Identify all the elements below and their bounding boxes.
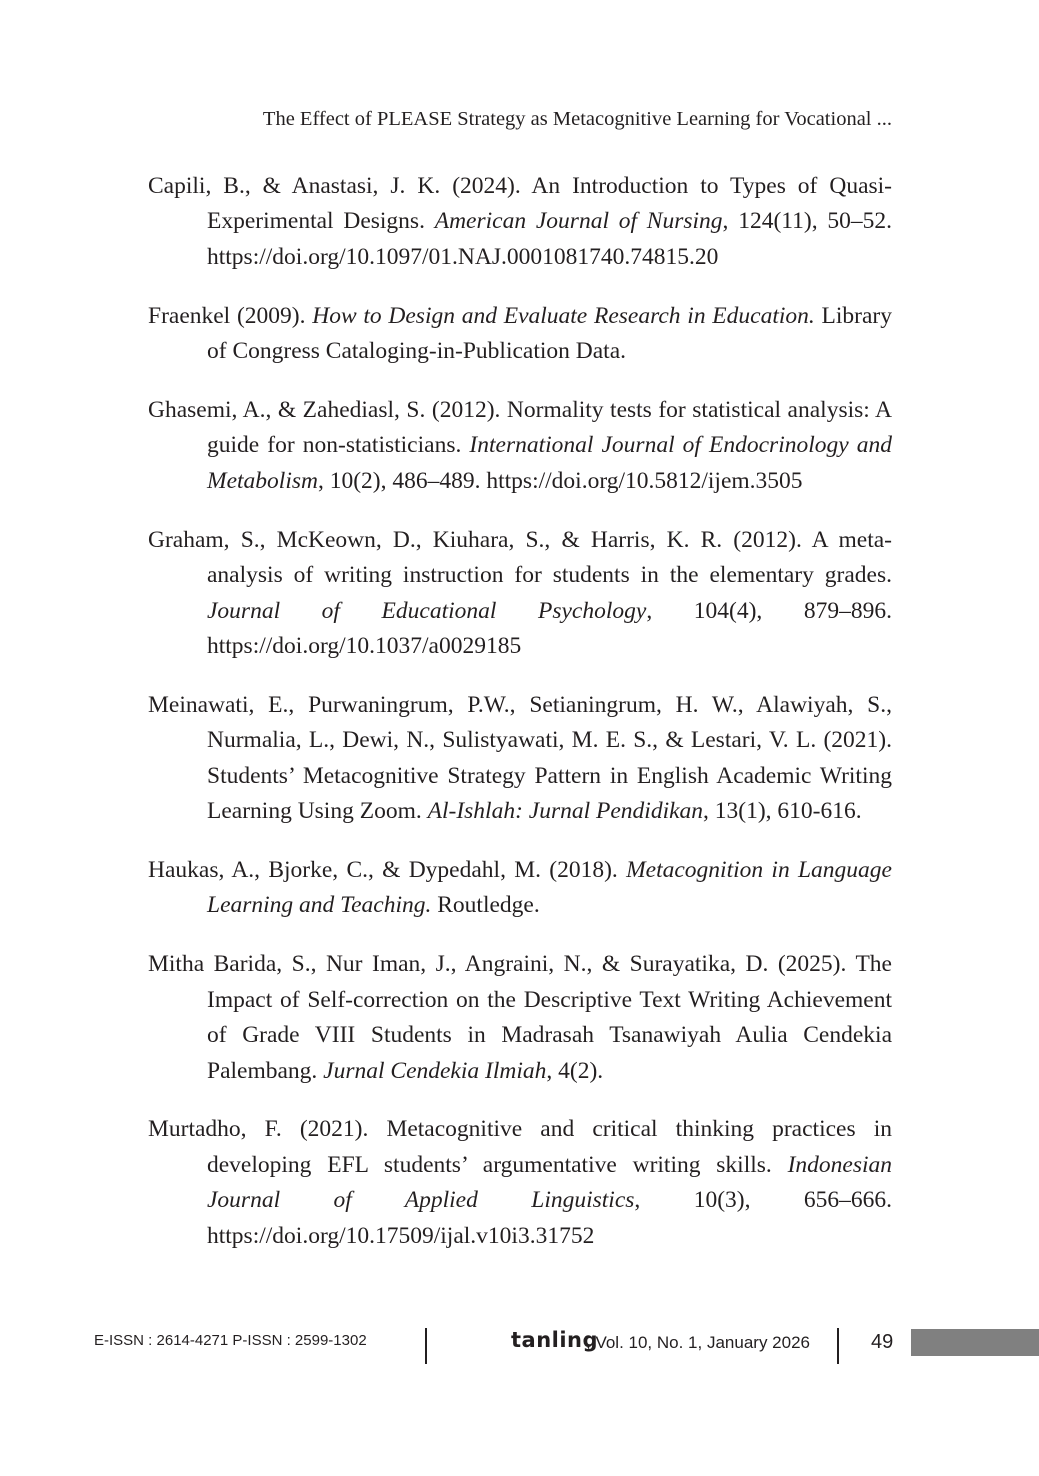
reference-entry xyxy=(148,1112,892,1254)
reference-details: Library of Congress Cataloging-in-Publication Data. xyxy=(207,302,892,365)
reference-entry xyxy=(148,947,892,1089)
footer-divider-left xyxy=(425,1328,427,1364)
reference-source-title: How to Design and Evaluate Research in Education. xyxy=(312,302,815,329)
reference-source-title: Al-Ishlah: Jurnal Pendidikan xyxy=(427,798,704,825)
reference-details: , 4(2). xyxy=(546,1057,604,1084)
reference-details: , 13(1), 610-616. xyxy=(703,798,862,825)
reference-text: Haukas, A., Bjorke, C., & Dypedahl, M. (2018). xyxy=(148,857,627,883)
reference-source-title: Journal of Educational Psychology xyxy=(207,597,647,624)
reference-entry xyxy=(148,299,892,370)
reference-entry xyxy=(148,688,892,830)
reference-entry xyxy=(148,523,892,665)
reference-text: Ghasemi, A., & Zahediasl, S. (2012). Normality tests for statistical analysis: A guide for non-statisticians. xyxy=(148,397,892,459)
reference-source-title: Indonesian Journal of Applied Linguistics xyxy=(207,1151,892,1214)
reference-text: Fraenkel (2009). xyxy=(148,302,313,329)
reference-text: Mitha Barida, S., Nur Iman, J., Angraini, N., & Surayatika, D. (2025). The Impact of Self-correction on the Descriptive Text Writing Achievement of Grade VIII Students in Madrasah Tsanawiyah Aulia Cendekia Palembang. xyxy=(148,951,892,1084)
reference-details: , 124(11), 50–52. https://doi.org/10.1097/01.NAJ.0001081740.74815.20 xyxy=(207,208,892,270)
journal-logo: tanling xyxy=(511,1328,599,1352)
footer-volume-info: , Vol. 10, No. 1, January 2026 xyxy=(586,1333,810,1352)
reference-source-title: American Journal of Nursing xyxy=(434,208,723,235)
reference-text: Capili, B., & Anastasi, J. K. (2024). An Introduction to Types of Quasi-Experimental Designs. xyxy=(148,173,892,235)
reference-entry xyxy=(148,393,892,499)
reference-entry xyxy=(148,169,892,275)
footer-divider-right xyxy=(837,1328,839,1364)
reference-entry xyxy=(148,853,892,924)
reference-list xyxy=(148,169,892,1266)
reference-text: Murtadho, F. (2021). Metacognitive and critical thinking practices in developing EFL students’ argumentative writing skills. xyxy=(148,1116,892,1178)
running-title: The Effect of PLEASE Strategy as Metacognitive Learning for Vocational ... xyxy=(262,108,892,130)
footer-issn: E-ISSN : 2614-4271 P-ISSN : 2599-1302 xyxy=(94,1332,367,1349)
page-number: 49 xyxy=(871,1331,894,1353)
reference-source-title: Metacognition in Language Learning and Teaching. xyxy=(207,857,892,919)
page-band xyxy=(911,1329,1039,1356)
reference-details: , 10(3), 656–666. https://doi.org/10.17509/ijal.v10i3.31752 xyxy=(207,1187,892,1249)
reference-details: , 10(2), 486–489. https://doi.org/10.5812/ijem.3505 xyxy=(317,467,803,494)
reference-details: , 104(4), 879–896. https://doi.org/10.1037/a0029185 xyxy=(207,597,892,659)
reference-source-title: International Journal of Endocrinology and Metabolism xyxy=(207,432,893,494)
reference-text: Graham, S., McKeown, D., Kiuhara, S., & Harris, K. R. (2012). A meta-analysis of writing instruction for students in the elementary grades. xyxy=(148,526,892,589)
reference-details: Routledge. xyxy=(431,892,540,919)
reference-source-title: Jurnal Cendekia Ilmiah xyxy=(323,1057,547,1084)
reference-text: Meinawati, E., Purwaningrum, P.W., Setianingrum, H. W., Alawiyah, S., Nurmalia, L., Dewi, N., Sulistyawati, M. E. S., & Lestari, V. L. (2021). Students’ Metacognitive Strategy Pattern in English Academic Writing Learning Using Zoom. xyxy=(148,691,892,825)
